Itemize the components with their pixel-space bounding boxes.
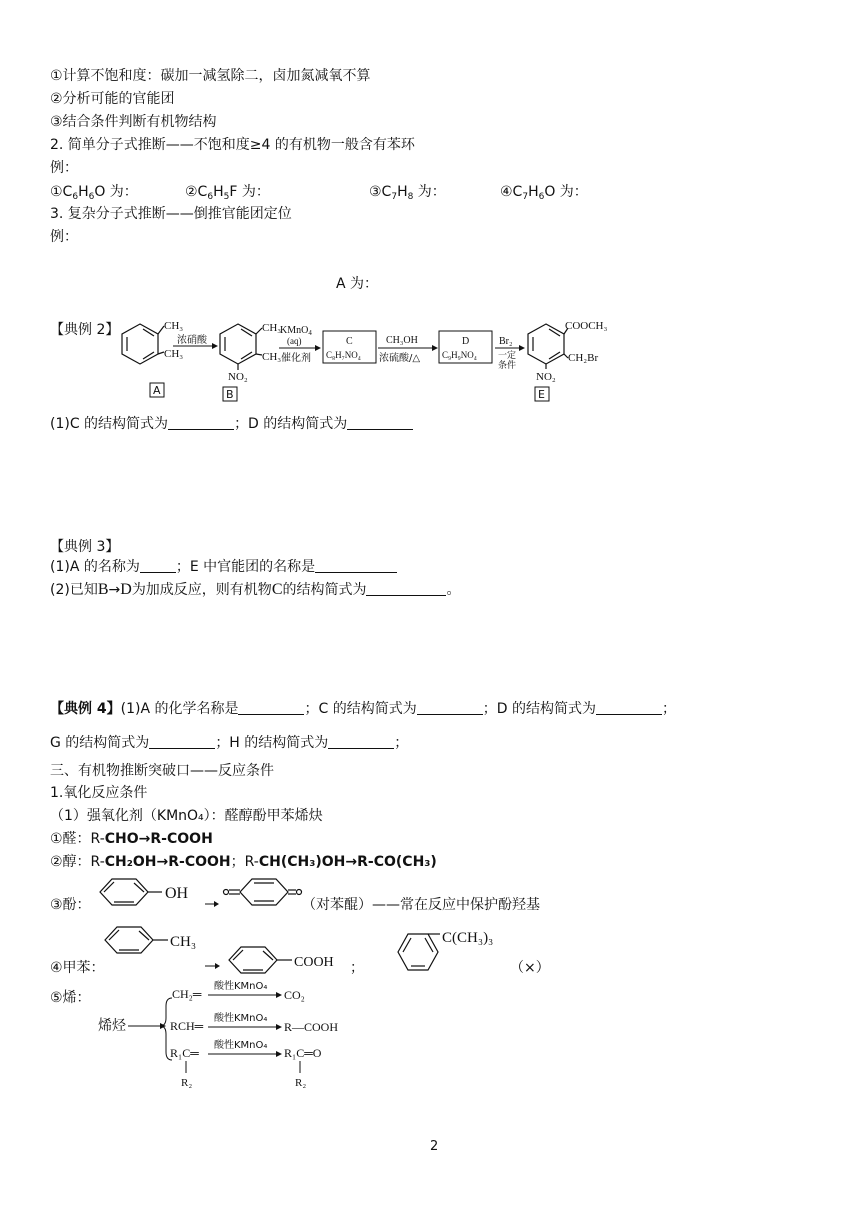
tert-butyl-group: C(CH₃)₃ — [442, 930, 494, 946]
reagent-nitric: 浓硝酸 — [177, 335, 207, 346]
box-d-formula: C₉H₉NO₄ — [442, 350, 477, 360]
section3-sub2: （1）强氧化剂（KMnO₄）：醛醇酚甲苯烯炔 — [50, 808, 323, 824]
example2-heading: 【典例 2】 — [50, 322, 120, 338]
line-complex-formula: 3. 复杂分子式推断——倒推官能团定位 — [50, 206, 292, 222]
example-c7h8: $③C_7H_8$ 为： — [369, 184, 446, 202]
r1-product: CO₂ — [284, 988, 305, 1002]
example-c7h6o: $④C_7H_6O$ 为： — [500, 184, 588, 202]
reagent-cond-2: 条件 — [498, 361, 517, 371]
line-functional-groups: ②分析可能的官能团 — [50, 91, 175, 107]
toluene-label: ④甲苯： — [50, 960, 105, 976]
r3-r2-left: R₂ — [181, 1077, 193, 1089]
e-cooch3: COOCH₃ — [565, 320, 608, 332]
line-example-label-2: 例： — [50, 229, 78, 245]
reagent-kmno4: KMnO$_4$ — [280, 325, 312, 337]
a-ch3-top: CH₃ — [164, 320, 184, 332]
toluene-semicolon: ； — [350, 960, 364, 976]
label-e: E — [538, 388, 545, 401]
line-simple-formula: 2. 简单分子式推断——不饱和度≥4 的有机物一般含有苯环 — [50, 137, 415, 153]
reagent-catalyst: 催化剂 — [281, 353, 311, 364]
line-structure: ③结合条件判断有机物结构 — [50, 114, 217, 130]
reagent-h2so4: 浓硫酸/△ — [379, 353, 421, 364]
r3-reagent: 酸性KMnO₄ — [214, 1040, 268, 1051]
reagent-aq: (aq) — [287, 336, 302, 346]
label-a: A — [153, 384, 161, 397]
b-ch3-top: CH₃ — [262, 322, 282, 334]
example3-heading: 【典例 3】 — [50, 539, 120, 555]
alcohol-line: ②醇：R-CH₂OH→R-COOH；R-CH(CH₃)OH→R-CO(CH₃) — [50, 854, 437, 870]
r3-r2-right: R₂ — [295, 1077, 307, 1089]
example4-line1: 【典例 4】(1)A 的化学名称是 ；C 的结构简式为 ；D 的结构简式为 ； — [50, 701, 676, 717]
label-b: B — [226, 388, 234, 401]
line-degree-unsaturation: ①计算不饱和度：碳加一减氢除二，卤加氮减氧不算 — [50, 68, 371, 84]
b-no2: NO₂ — [228, 371, 248, 383]
e-no2: NO₂ — [536, 371, 556, 383]
phenol-oh: OH — [165, 885, 189, 902]
line-example-label: 例： — [50, 160, 78, 176]
section3-sub1: 1.氧化反应条件 — [50, 785, 148, 801]
alkene-word: 烯烃 — [98, 1018, 126, 1034]
r2-product: R—COOH — [284, 1020, 339, 1034]
toluene-ch3: CH₃ — [170, 934, 197, 950]
example-c6h5f: $②C_6H_5F$ 为： — [185, 184, 270, 202]
reagent-cond-1: 一定 — [498, 351, 517, 361]
quinone-note: （对苯醌）——常在反应中保护酚羟基 — [302, 897, 540, 913]
r2-left: RCH═ — [170, 1019, 204, 1033]
reagent-methanol: CH₃OH — [386, 335, 418, 346]
r1-left: CH₂═ — [172, 987, 202, 1001]
reagent-br2: Br₂ — [499, 336, 513, 347]
benzoic-cooh: COOH — [294, 955, 334, 970]
example3-question1: (1)A 的名称为 ；E 中官能团的名称是 — [50, 557, 397, 577]
r3-left: R₁C═ — [170, 1046, 199, 1060]
e-ch2br: CH₂Br — [568, 352, 599, 364]
box-d-label: D — [462, 336, 470, 347]
tert-butyl-not-oxidized: （×） — [510, 960, 550, 976]
phenol-label: ③酚： — [50, 897, 91, 913]
r1-reagent: 酸性KMnO₄ — [214, 981, 268, 992]
alkene-label: ⑤烯： — [50, 990, 91, 1006]
page-number: 2 — [430, 1139, 439, 1154]
example-c6h6o: $①C_6H_6O$ 为： — [50, 184, 138, 202]
a-is-label: A 为： — [336, 276, 379, 292]
example4-line2: G 的结构简式为 ；H 的结构简式为 ； — [50, 735, 409, 751]
aldehyde-line: ①醛：R-CHO→R-COOH — [50, 831, 213, 847]
example3-question2: (2)已知B→D为加成反应，则有机物C的结构简式为 。 — [50, 581, 461, 598]
section3-title: 三、有机物推断突破口——反应条件 — [50, 763, 274, 779]
r2-reagent: 酸性KMnO₄ — [214, 1013, 268, 1024]
example2-question1: (1)C 的结构简式为 ；D 的结构简式为 — [50, 414, 413, 434]
box-c-label: C — [346, 336, 353, 347]
a-ch3-bottom: CH₃ — [164, 348, 184, 360]
r3-product: R₁C═O — [284, 1046, 322, 1060]
box-c-formula: C₈H₇NO₄ — [326, 350, 361, 360]
b-ch3-side: CH₃ — [262, 351, 282, 363]
